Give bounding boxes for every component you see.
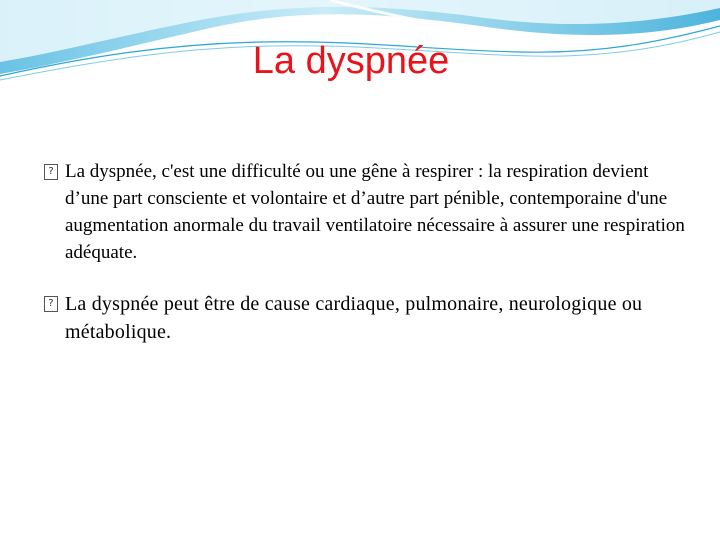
slide-title: La dyspnée xyxy=(252,40,450,82)
bullet-text: La dyspnée, c'est une difficulté ou une gêne à respirer : la respiration devient d’une part consciente et volontaire et d’autre part pénible, contemporaine d'une augmentation anormale du travail ventilatoire nécessaire à assurer une respiration adéquate. xyxy=(65,161,685,263)
bullet-marker-icon: ? xyxy=(44,296,58,312)
bullet-item xyxy=(44,158,694,266)
slide-body xyxy=(44,158,694,346)
bullet-item xyxy=(44,290,694,346)
bullet-marker-icon: ? xyxy=(44,164,58,180)
bullet-text: La dyspnée peut être de cause cardiaque, pulmonaire, neurologique ou métabolique. xyxy=(65,293,643,343)
